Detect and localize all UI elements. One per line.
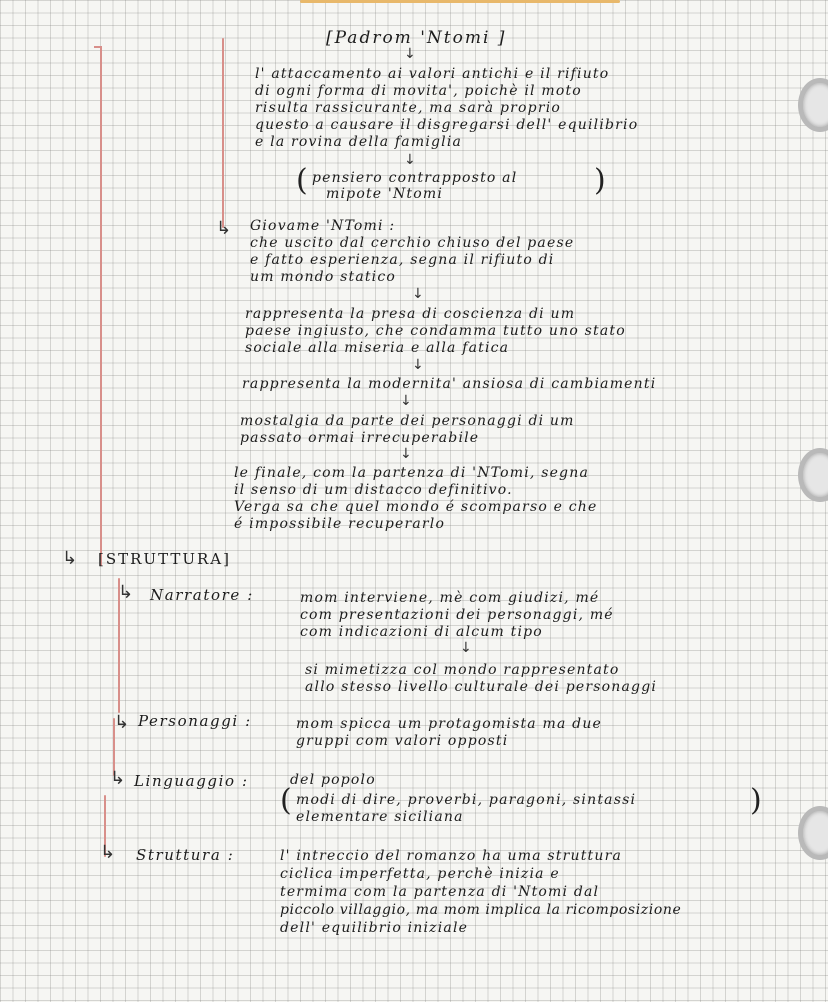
personaggi-line: gruppi com valori opposti: [296, 733, 509, 749]
linguaggio-line: del popolo: [290, 772, 376, 788]
padron-line: questo a causare il disgregarsi dell' equilibrio: [255, 117, 639, 133]
contrast-note-line: pensiero contrapposto al: [312, 170, 518, 186]
finale-line: il senso di um distacco definitivo.: [234, 482, 513, 498]
narratore-line: com indicazioni di alcum tipo: [300, 624, 543, 640]
arrow-down-icon: ↓: [460, 640, 472, 656]
presa-line: sociale alla miseria e alla fatica: [245, 340, 510, 356]
linguaggio-paren-line: elementare siciliana: [296, 809, 464, 825]
open-paren-icon: (: [296, 163, 308, 198]
struttura-item-line: ciclica imperfetta, perchè inizia e: [280, 866, 560, 882]
arrow-down-icon: ↓: [404, 46, 416, 62]
narratore-follow-line: si mimetizza col mondo rappresentato: [305, 662, 620, 678]
narratore-line: mom interviene, mè com giudizi, mé: [300, 590, 600, 606]
arrow-right-icon: ↳: [110, 768, 126, 789]
arrow-right-icon: ↳: [114, 712, 130, 733]
presa-line: rappresenta la presa di coscienza di um: [245, 306, 576, 322]
page-title: [Padrom 'Ntomi ]: [326, 28, 507, 48]
linguaggio-label: Linguaggio :: [134, 772, 249, 790]
struttura-item-line: piccolo villaggio, ma mom implica la ricomposizione: [280, 902, 682, 918]
open-paren-icon: (: [280, 783, 292, 818]
top-highlight-strip: [300, 0, 620, 3]
inner-bracket-line: [222, 38, 224, 228]
binder-ring-middle: [798, 448, 828, 502]
arrow-down-icon: ↓: [400, 446, 412, 462]
giovane-line: um mondo statico: [250, 269, 397, 285]
struttura-item-line: dell' equilibrio iniziale: [280, 920, 469, 936]
arrow-down-icon: ↓: [412, 357, 424, 373]
struttura-item-line: termima com la partenza di 'Ntomi dal: [280, 884, 600, 900]
padron-line: l' attaccamento ai valori antichi e il rifiuto: [255, 66, 610, 82]
arrow-right-icon: ↳: [216, 218, 232, 239]
outer-bracket-line: [100, 46, 102, 566]
giovane-line: che uscito dal cerchio chiuso del paese: [250, 235, 575, 251]
narratore-label: Narratore :: [150, 586, 254, 604]
arrow-right-icon: ↳: [100, 842, 116, 863]
modernita-line: rappresenta la modernita' ansiosa di cambiamenti: [242, 376, 657, 392]
giovane-line: e fatto esperienza, segna il rifiuto di: [250, 252, 555, 268]
binder-ring-bottom: [798, 806, 828, 860]
narratore-line: com presentazioni dei personaggi, mé: [300, 607, 614, 623]
finale-line: le finale, com la partenza di 'NTomi, segna: [234, 465, 589, 481]
close-paren-icon: ): [594, 163, 606, 198]
giovane-heading: Giovame 'NTomi :: [250, 218, 396, 234]
nostalgia-line: mostalgia da parte dei personaggi di um: [240, 413, 575, 429]
arrow-down-icon: ↓: [412, 286, 424, 302]
contrast-note-line: mipote 'Ntomi: [326, 186, 444, 202]
arrow-down-icon: ↓: [400, 393, 412, 409]
struttura-heading: [STRUTTURA]: [98, 550, 231, 568]
padron-line: di ogni forma di movita', poichè il moto: [255, 83, 582, 99]
struttura-item-label: Struttura :: [136, 846, 235, 864]
arrow-right-icon: ↳: [62, 548, 78, 569]
linguaggio-paren-line: modi di dire, proverbi, paragoni, sintassi: [296, 792, 637, 808]
nostalgia-line: passato ormai irrecuperabile: [240, 430, 480, 446]
padron-line: e la rovina della famiglia: [255, 134, 463, 150]
narratore-follow-line: allo stesso livello culturale dei personaggi: [305, 679, 658, 695]
binder-ring-top: [798, 78, 828, 132]
close-paren-icon: ): [750, 783, 762, 818]
struttura-item-line: l' intreccio del romanzo ha uma struttura: [280, 848, 623, 864]
finale-line: Verga sa che quel mondo é scomparso e che: [234, 499, 598, 515]
outer-bracket-top-tick: [94, 46, 102, 48]
finale-line: é impossibile recuperarlo: [234, 516, 446, 532]
presa-line: paese ingiusto, che condamma tutto uno stato: [245, 323, 626, 339]
personaggi-label: Personaggi :: [138, 712, 252, 730]
arrow-right-icon: ↳: [118, 582, 134, 603]
personaggi-line: mom spicca um protagomista ma due: [296, 716, 603, 732]
padron-line: risulta rassicurante, ma sarà proprio: [255, 100, 562, 116]
arrow-down-icon: ↓: [404, 152, 416, 168]
